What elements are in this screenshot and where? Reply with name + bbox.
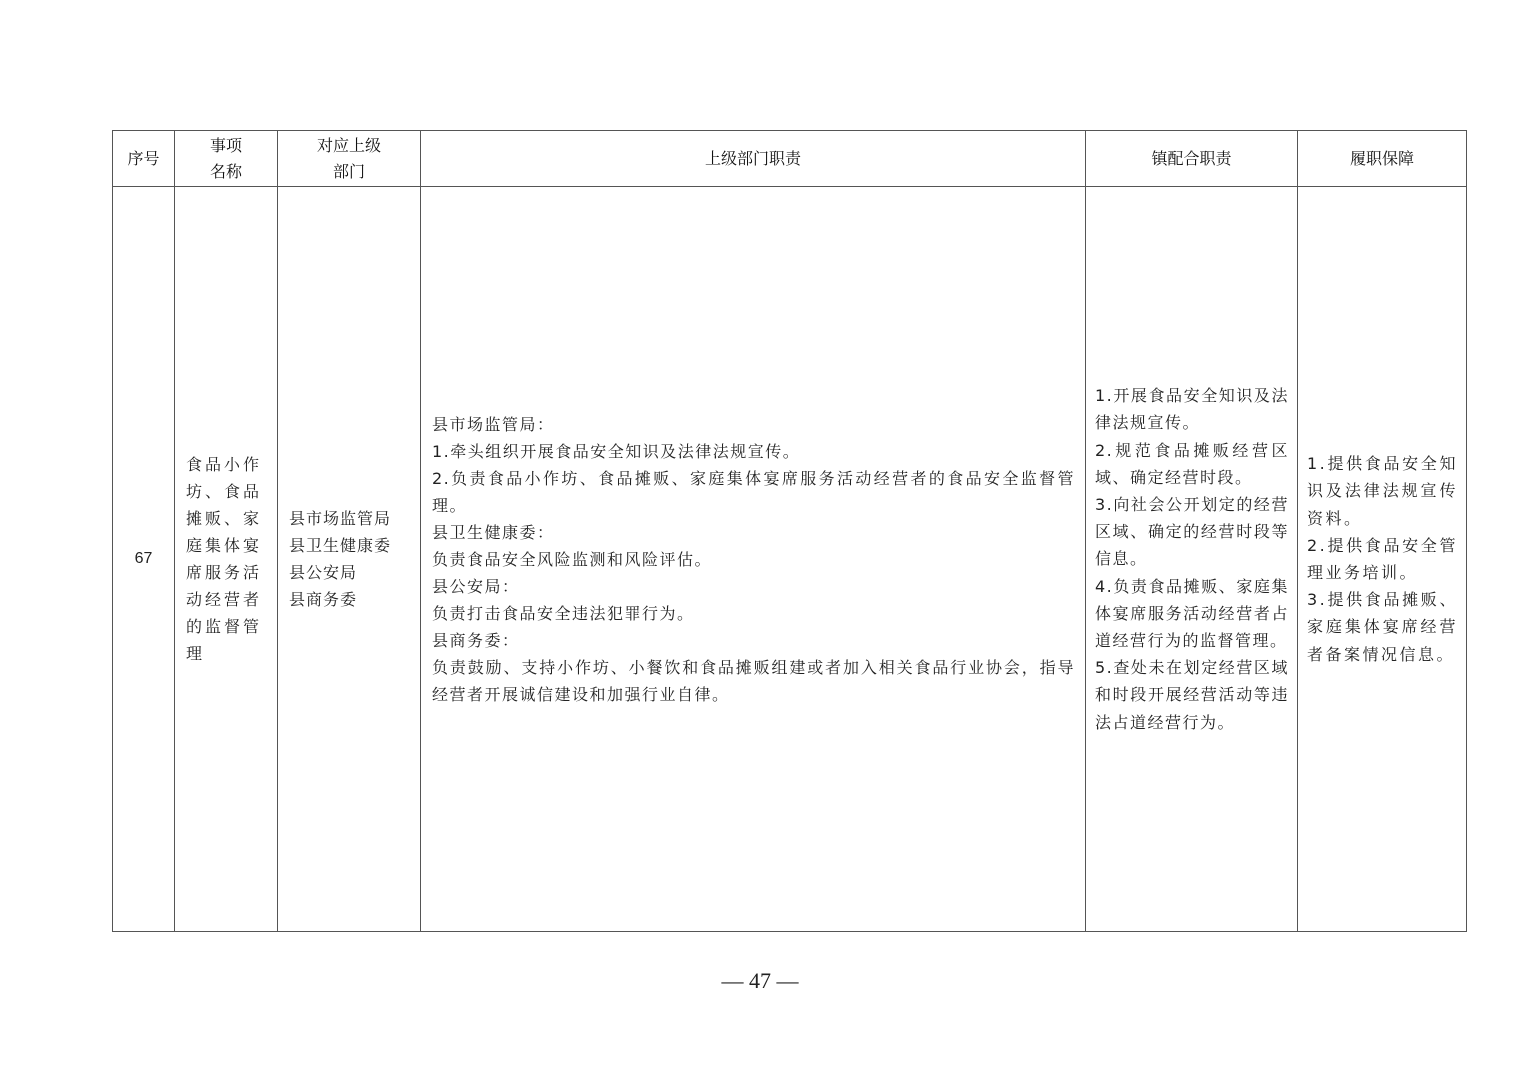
duty-table — [112, 130, 1467, 932]
guarantee-item: 3.提供食品摊贩、家庭集体宴席经营者备案情况信息。 — [1307, 590, 1458, 664]
duty-line: 2.负责食品小作坊、食品摊贩、家庭集体宴席服务活动经营者的食品安全监督管理。 — [432, 468, 1075, 515]
row-seq: 67 — [113, 187, 175, 932]
town-duty-item: 2.规范食品摊贩经营区域、确定经营时段。 — [1095, 440, 1289, 487]
header-department — [278, 131, 421, 187]
header-guarantee: 履职保障 — [1298, 131, 1467, 187]
header-superior-duties: 上级部门职责 — [421, 131, 1086, 187]
duty-line: 1.牵头组织开展食品安全知识及法律法规宣传。 — [432, 441, 801, 461]
header-department-line1: 对应上级 — [316, 135, 381, 155]
header-item-name-line2: 名称 — [209, 161, 242, 181]
department-commerce: 县商务委 — [289, 590, 358, 609]
row-guarantee — [1298, 187, 1467, 932]
header-item-name-line1: 事项 — [209, 135, 242, 155]
page-number: — 47 — — [721, 968, 799, 993]
row-superior-duties — [421, 187, 1086, 932]
duty-line: 县公安局： — [432, 576, 520, 596]
town-duty-item: 1.开展食品安全知识及法律法规宣传。 — [1095, 386, 1289, 433]
header-town-duties: 镇配合职责 — [1086, 131, 1298, 187]
town-duty-item: 4.负责食品摊贩、家庭集体宴席服务活动经营者占道经营行为的监督管理。 — [1095, 576, 1289, 650]
duty-line: 负责打击食品安全违法犯罪行为。 — [432, 603, 695, 623]
duty-line: 负责食品安全风险监测和风险评估。 — [432, 549, 713, 569]
table-header-row — [113, 131, 1467, 187]
department-market: 县市场监管局 — [289, 509, 392, 528]
duty-line: 负责鼓励、支持小作坊、小餐饮和食品摊贩组建或者加入相关食品行业协会，指导经营者开展诚信建设和加强行业自律。 — [432, 657, 1075, 704]
duty-line: 县商务委： — [432, 630, 520, 650]
header-seq: 序号 — [113, 131, 175, 187]
row-departments — [278, 187, 421, 932]
header-department-line2: 部门 — [332, 161, 365, 181]
row-item-name: 食品小作坊、食品摊贩、家庭集体宴席服务活动经营者的监督管理 — [175, 187, 278, 932]
department-police: 县公安局 — [289, 563, 358, 582]
town-duty-item: 5.查处未在划定经营区域和时段开展经营活动等违法占道经营行为。 — [1095, 658, 1289, 732]
table-row — [113, 187, 1467, 932]
town-duty-item: 3.向社会公开划定的经营区域、确定的经营时段等信息。 — [1095, 494, 1289, 569]
department-health: 县卫生健康委 — [289, 536, 392, 555]
duty-line: 县市场监管局： — [432, 414, 555, 434]
guarantee-item: 2.提供食品安全管理业务培训。 — [1307, 535, 1458, 582]
guarantee-item: 1.提供食品安全知识及法律法规宣传资料。 — [1307, 454, 1458, 528]
row-town-duties — [1086, 187, 1298, 932]
header-item-name — [175, 131, 278, 187]
duty-line: 县卫生健康委： — [432, 522, 555, 542]
